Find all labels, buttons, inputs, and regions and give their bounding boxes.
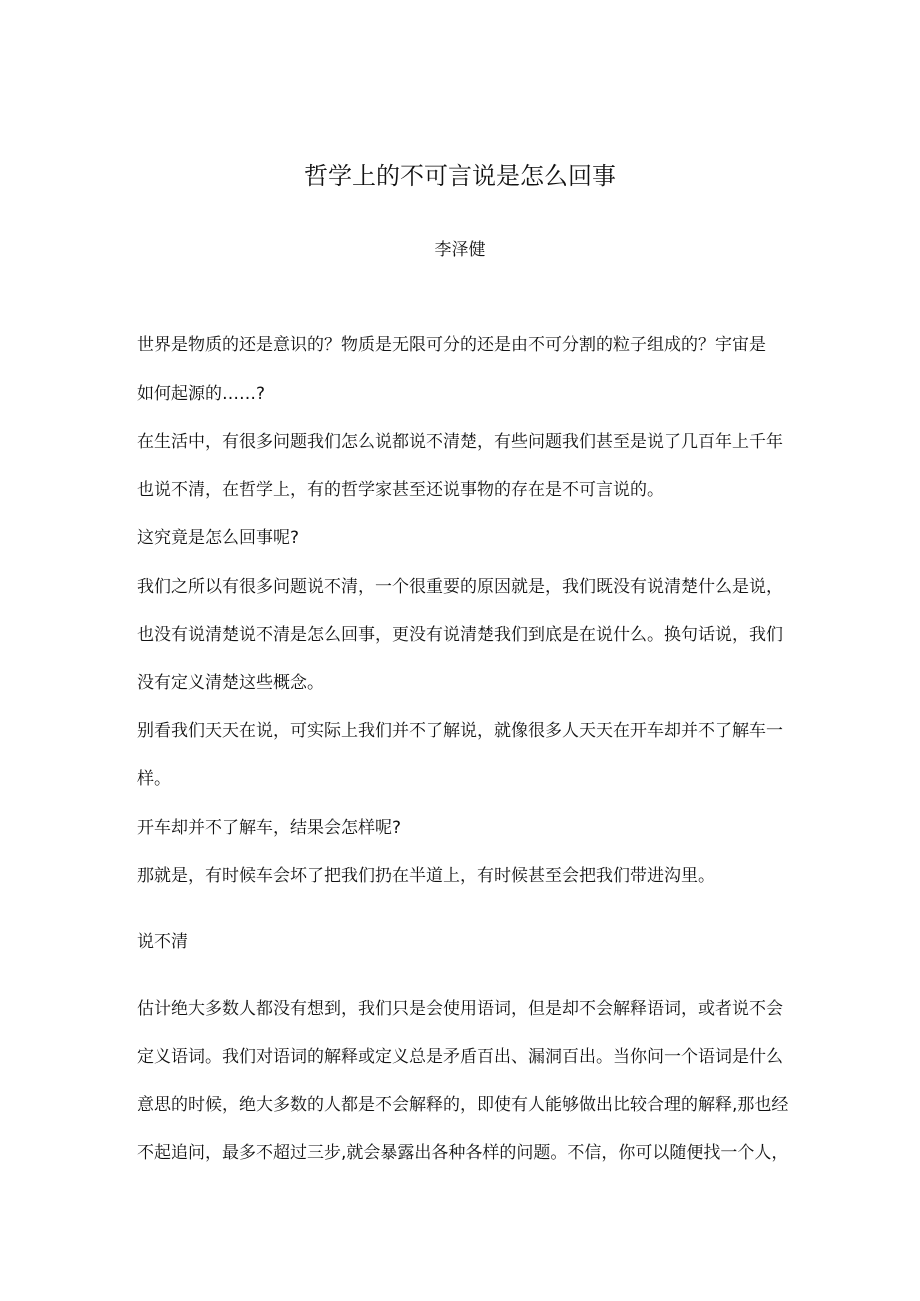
- paragraph-line: 那就是，有时候车会坏了把我们扔在半道上，有时候甚至会把我们带进沟里。: [137, 866, 715, 886]
- section-heading: 说不清: [137, 932, 188, 952]
- paragraph-line: 我们之所以有很多问题说不清，一个很重要的原因就是，我们既没有说清楚什么是说，: [137, 577, 783, 597]
- paragraph-line: 开车却并不了解车，结果会怎样呢?: [137, 818, 402, 838]
- document-title: 哲学上的不可言说是怎么回事: [304, 162, 616, 190]
- paragraph-line: 没有定义清楚这些概念。: [137, 673, 324, 693]
- paragraph-line: 估计绝大多数人都没有想到，我们只是会使用语词，但是却不会解释语词，或者说不会: [137, 999, 783, 1019]
- paragraph-line: 这究竟是怎么回事呢?: [137, 528, 300, 548]
- paragraph-line: 也说不清，在哲学上，有的哲学家甚至还说事物的存在是不可言说的。: [137, 480, 664, 500]
- paragraph-line: 意思的时候，绝大多数的人都是不会解释的，即使有人能够做出比较合理的解释,那也经: [137, 1095, 789, 1115]
- document-author: 李泽健: [434, 240, 486, 260]
- paragraph-line: 不起追问，最多不超过三步,就会暴露出各种各样的问题。不信，你可以随便找一个人，: [137, 1143, 789, 1163]
- paragraph-line: 如何起源的……?: [137, 384, 266, 404]
- paragraph-line: 世界是物质的还是意识的？物质是无限可分的还是由不可分割的粒子组成的？宇宙是: [137, 335, 766, 355]
- paragraph-line: 也没有说清楚说不清是怎么回事，更没有说清楚我们到底是在说什么。换句话说，我们: [137, 625, 783, 645]
- paragraph-line: 在生活中，有很多问题我们怎么说都说不清楚，有些问题我们甚至是说了几百年上千年: [137, 432, 783, 452]
- paragraph-line: 别看我们天天在说，可实际上我们并不了解说，就像很多人天天在开车却并不了解车一: [137, 721, 783, 741]
- paragraph-line: 定义语词。我们对语词的解释或定义总是矛盾百出、漏洞百出。当你问一个语词是什么: [137, 1047, 783, 1067]
- paragraph-line: 样。: [137, 769, 171, 789]
